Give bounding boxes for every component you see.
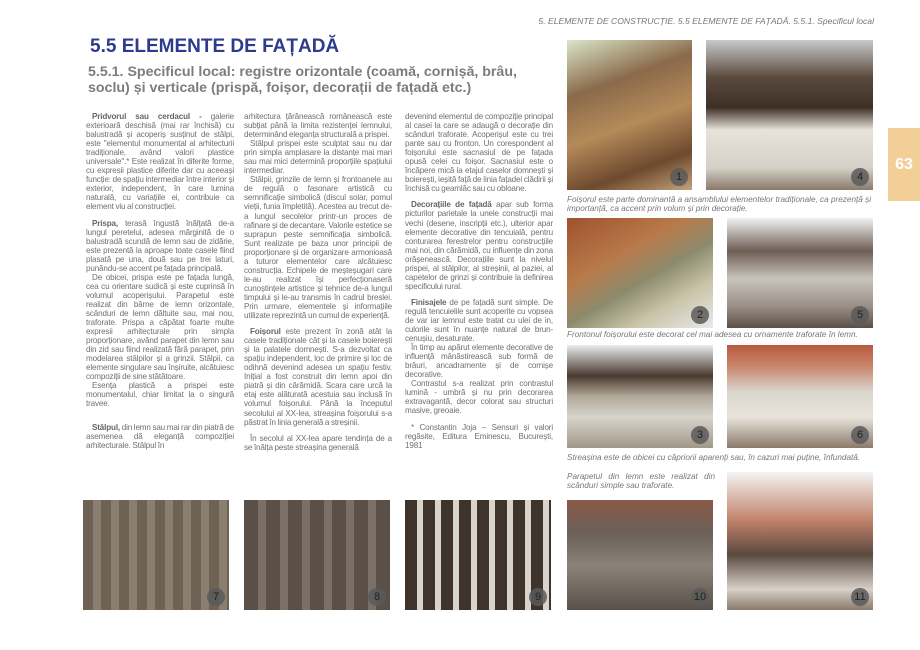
- paragraph: Stâlpii, grinzile de lemn și frontoanele au de regulă o fasonare artistică cu semnificație simbolică (discul solar, pomul vieții, funia împletită). Acestea au trecut de-a lungul secolelor printr-un proces de rafinare și de decantare. Valorile estetice se suprapun peste semnificația simbolică. Sunt realizate pe baza unor principii de proporționare și de organizare armonioasă a tuturor elementelor care alcătuiesc construcția. Echipele de meșteșugari care le-au realizat își perfecționaseră cunoștințele artistice și tehnice de-a lungul timpului și le-au transmis în cadrul breslei. Prin urmare, elementele și informațiile utilizate reprezintă un cumul de experiență.: [244, 175, 392, 321]
- paragraph: apar sub forma picturilor parietale la unele construcții mai vechi (desene, inscripții etc.), ulterior apar elemente decorative din tencuială, pentru conturarea ferestrelor pentru construcțiile mai noi, din cărămidă, cu influențe din zona orășenească. Decorațiile sunt la nivelul prispei, al stâlpilor, al streșinii, al paziei, al capetelor de grinzi și contribuie la definirea specificului rural.: [405, 200, 554, 291]
- photo-number-badge: 11: [851, 588, 869, 606]
- page-number-tab: 63: [888, 128, 920, 201]
- photo-number-badge: 1: [670, 168, 688, 186]
- text-column-2: [244, 112, 392, 452]
- caption-foisor: Foișorul este parte dominantă a ansamblului elementelor tradiționale, ca prezență și importanță, ca accent prin volum și prin decorație.: [567, 195, 872, 214]
- photo-number-badge: 4: [851, 168, 869, 186]
- term-finisaje: Finisajele: [411, 297, 447, 307]
- photo-11: [727, 472, 873, 610]
- photo-8: [244, 500, 390, 610]
- breadcrumb: 5. ELEMENTE DE CONSTRUCȚIE. 5.5 ELEMENTE DE FAȚADĂ. 5.5.1. Specificul local: [538, 16, 874, 26]
- photo-1: [567, 40, 692, 190]
- text-column-3: [405, 112, 553, 450]
- photo-10: [567, 500, 713, 610]
- photo-number-badge: 5: [851, 306, 869, 324]
- caption-fronton: Frontonul foișorului este decorat cel mai adesea cu ornamente traforate în lemn.: [567, 330, 858, 339]
- paragraph: terasă îngustă înălțată de-a lungul peretelui, adesea mărginită de o balustradă scundă de lemn sau de zidărie, este prezentă la aproape toate casele fiind plasată pe una, două sau pe trei laturi, punându-se accent pe fațada principală.: [86, 218, 234, 273]
- photo-number-badge: 8: [368, 588, 386, 606]
- paragraph: de pe fațadă sunt simple. De regulă tencuielile sunt acoperite cu vopsea de var iar lemnul este tratat cu ulei de in, culorile sunt în nuanțe natural de brun-cenușiu, desaturate.: [405, 297, 553, 344]
- photo-number-badge: 9: [529, 588, 547, 606]
- photo-number-badge: 3: [691, 426, 709, 444]
- photo-3: [567, 345, 713, 448]
- term-stalp: Stâlpul,: [92, 422, 121, 432]
- paragraph: De obicei, prispa este pe fațada lungă, cea cu orientare sudică și este cuprinsă în volumul acoperișului. Parapetul este realizat din bârne de lemn orizontale, scânduri de lemn dăltuite sau, mai nou, traforate. Prispa a căpătat foarte multe expresii arhitecturale prin simpla proporționare, având parapet din lemn sau din zid sau fiind realizată fără parapet, prin modelarea stâlpilor și a grinzii. Stâlpii, ca elemente singulare sau înșiruite, alcătuiesc compoziții de sine stătătoare.: [86, 272, 234, 382]
- text-column-1: [86, 112, 234, 450]
- photo-6: [727, 345, 873, 448]
- photo-number-badge: 10: [691, 588, 709, 606]
- term-pridvor: Pridvorul sau cerdacul -: [92, 112, 202, 121]
- photo-9: [405, 500, 551, 610]
- paragraph: arhitectura țărănească românească este subțiat până la limita rezistenței lemnului, determinând eleganța structurală a prispei.: [244, 112, 392, 140]
- caption-streasina: Streașina este de obicei cu căpriorii aparenți sau, în cazuri mai puține, înfundată.: [567, 453, 861, 462]
- paragraph: În secolul al XX-lea apare tendința de a se înălța peste streașina generală: [244, 433, 392, 452]
- term-foisor: Foișorul: [250, 327, 281, 337]
- photo-number-badge: 2: [691, 306, 709, 324]
- term-decoratii: Decorațiile de fațadă: [411, 200, 492, 210]
- photo-4: [706, 40, 873, 190]
- paragraph: Stâlpul prispei este sculptat sau nu dar prin simpla amplasare la distanțe mai mari sau mai mici determină proporțiile spațiului intermediar.: [244, 139, 392, 176]
- paragraph: În timp au apărut elemente decorative de influență mânăstirească sub formă de brâuri, ancadramente și de cornișe decorative.: [405, 343, 553, 380]
- page-title: 5.5 ELEMENTE DE FAȚADĂ: [90, 36, 340, 57]
- photo-2: [567, 218, 713, 328]
- caption-parapet: Parapetul din lemn este realizat din scânduri simple sau traforate.: [567, 472, 715, 491]
- paragraph: din lemn sau mai rar din piatră de asemenea dă eleganță compoziției arhitecturale. Stâlpul în: [86, 422, 234, 450]
- photo-5: [727, 218, 873, 328]
- paragraph: Esența plastică a prispei este monumentalul, chiar limitat la o singură travee.: [86, 381, 234, 409]
- paragraph: este prezent în zonă atât la casele tradiționale cât și la casele boierești și la palatele domnești. S-a dezvoltat ca spațiu independent, loc de primire și loc de odihnă devenind adesea un spațiu festiv. Inițial a fost construit din lemn apoi din piatră și din cărămidă. Scara care urcă la etaj este alăturată acestuia sau inclusă în volumul foișorului. Până la începutul secolului al XX-lea, streașina foișorului s-a păstrat în linia generală a streșinii.: [244, 327, 392, 427]
- paragraph: Contrastul s-a realizat prin contrastul lumină - umbră și nu prin decorarea extravagantă, decor colorat sau structuri masive, greoaie.: [405, 379, 553, 416]
- photo-number-badge: 7: [207, 588, 225, 606]
- photo-7: [83, 500, 229, 610]
- paragraph: galerie exterioară deschisă (mai rar închisă) cu balustradă și acoperiș susținut de stâlpi, este "elementul monumental al arhitecturii tradiționale, având valori plastice universale".* Este realizat în diferite forme, cu expresii plastice diferite dar cu aceeași funcție: de spațiu intermediar între interior și exterior, independent, în care lumina naturală, cu variațiile ei, contribuie ca element viu al construcției.: [86, 112, 234, 212]
- term-prispa: Prispa,: [92, 218, 118, 228]
- paragraph: devenind elementul de compoziție principal al casei la care se adaugă o decorație din scânduri traforate. Acoperișul este cu trei pante sau cu fronton. Un corespondent al foișorului este sacnasiul de pe fațada opusă celei cu foișor. Sacnasiul este o încăpere mică la etajul caselor domnești și boierești, ieșită față de linia fațadei clădirii și închisă cu geamlâc sau cu obloane.: [405, 112, 553, 194]
- section-subtitle: 5.5.1. Specificul local: registre orizontale (coamă, cornișă, brâu, soclu) și verticale (prispă, foișor, decorații de fațadă etc.): [88, 64, 517, 96]
- photo-number-badge: 6: [851, 426, 869, 444]
- footnote: * Constantin Joja – Sensuri și valori regăsite, Editura Eminescu, București, 1981: [405, 422, 553, 450]
